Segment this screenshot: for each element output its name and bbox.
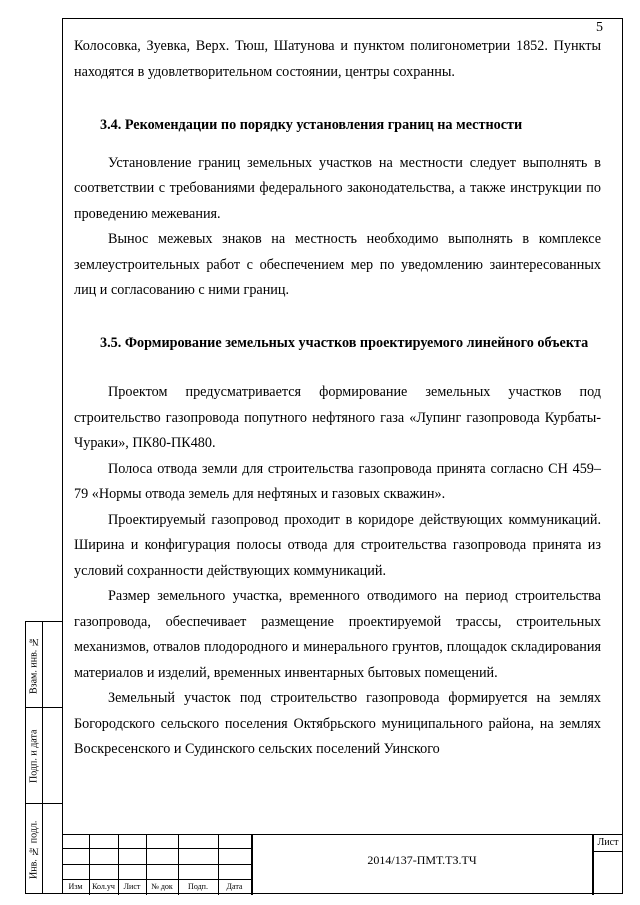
sheet-label: Лист [597,837,619,848]
side-stamp-strip [25,621,62,894]
section-heading-3-5: 3.5. Формирование земельных участков проектируемого линейного объекта [100,334,589,351]
col-header-doc-no: № док [151,882,173,891]
title-block [62,834,623,894]
strip-label-original-inv: Инв. № подл. [28,820,40,879]
paragraph: Земельный участок под строительство газопровода формируется на землях Богородского сельского поселения Октябрьского муниципального района, на землях Воскресенского и Судинского сельских поселений Уинского [74,690,601,757]
col-header-date: Дата [226,882,243,891]
col-header-izm: Изм [68,882,83,891]
strip-cell [26,804,62,895]
col-header-signature: Подп. [188,882,208,891]
paragraph: Вынос межевых знаков на местность необходимо выполнять в комплексе землеустроительных работ с обеспечением мер по уведомлению заинтересованных лиц и согласованию с ними границ. [74,231,601,298]
paragraph: Размер земельного участка, временного отводимого на период строительства газопровода, обеспечивает размещение проектируемой трассы, строительных механизмов, отвалов плодородного и минерального грунтов, площадок складирования материалов и изделий, временных инвентарных бытовых помещений. [74,588,601,681]
col-header-list: Лист [123,882,141,891]
paragraph: Установление границ земельных участков на местности следует выполнять в соответствии с требованиями федерального законодательства, а также инструкции по проведению межевания. [74,154,601,222]
strip-label-signature-date: Подп. и дата [28,729,40,783]
page-number: 5 [596,20,603,35]
paragraph: Колосовка, Зуевка, Верх. Тюш, Шатунова и пунктом полигонометрии 1852. Пункты находятся в удовлетворительном состоянии, центры сохранны. [74,38,601,80]
paragraph: Проектируемый газопровод проходит в коридоре действующих коммуникаций. Ширина и конфигурация полосы отвода для строительства газопровода принята из условий сохранности действующих коммуникаций. [74,511,601,579]
paragraph: Проектом предусматривается формирование земельных участков под строительство газопровода попутного нефтяного газа «Лупинг газопровода Курбаты-Чураки», ПК80-ПК480. [74,384,601,451]
strip-cell [26,708,62,804]
document-code: 2014/137-ПМТ.ТЗ.ТЧ [367,853,477,867]
strip-cell [26,622,62,708]
paragraph: Полоса отвода земли для строительства газопровода принята согласно СН 459–79 «Нормы отвода земель для нефтяных и газовых скважин». [74,460,601,502]
section-heading-3-4: 3.4. Рекомендации по порядку установления границ на местности [100,117,523,133]
strip-label-replacement-inv: Взам. инв. № [28,636,40,694]
document-body [74,34,601,763]
col-header-kol-uch: Кол.уч [92,882,115,891]
